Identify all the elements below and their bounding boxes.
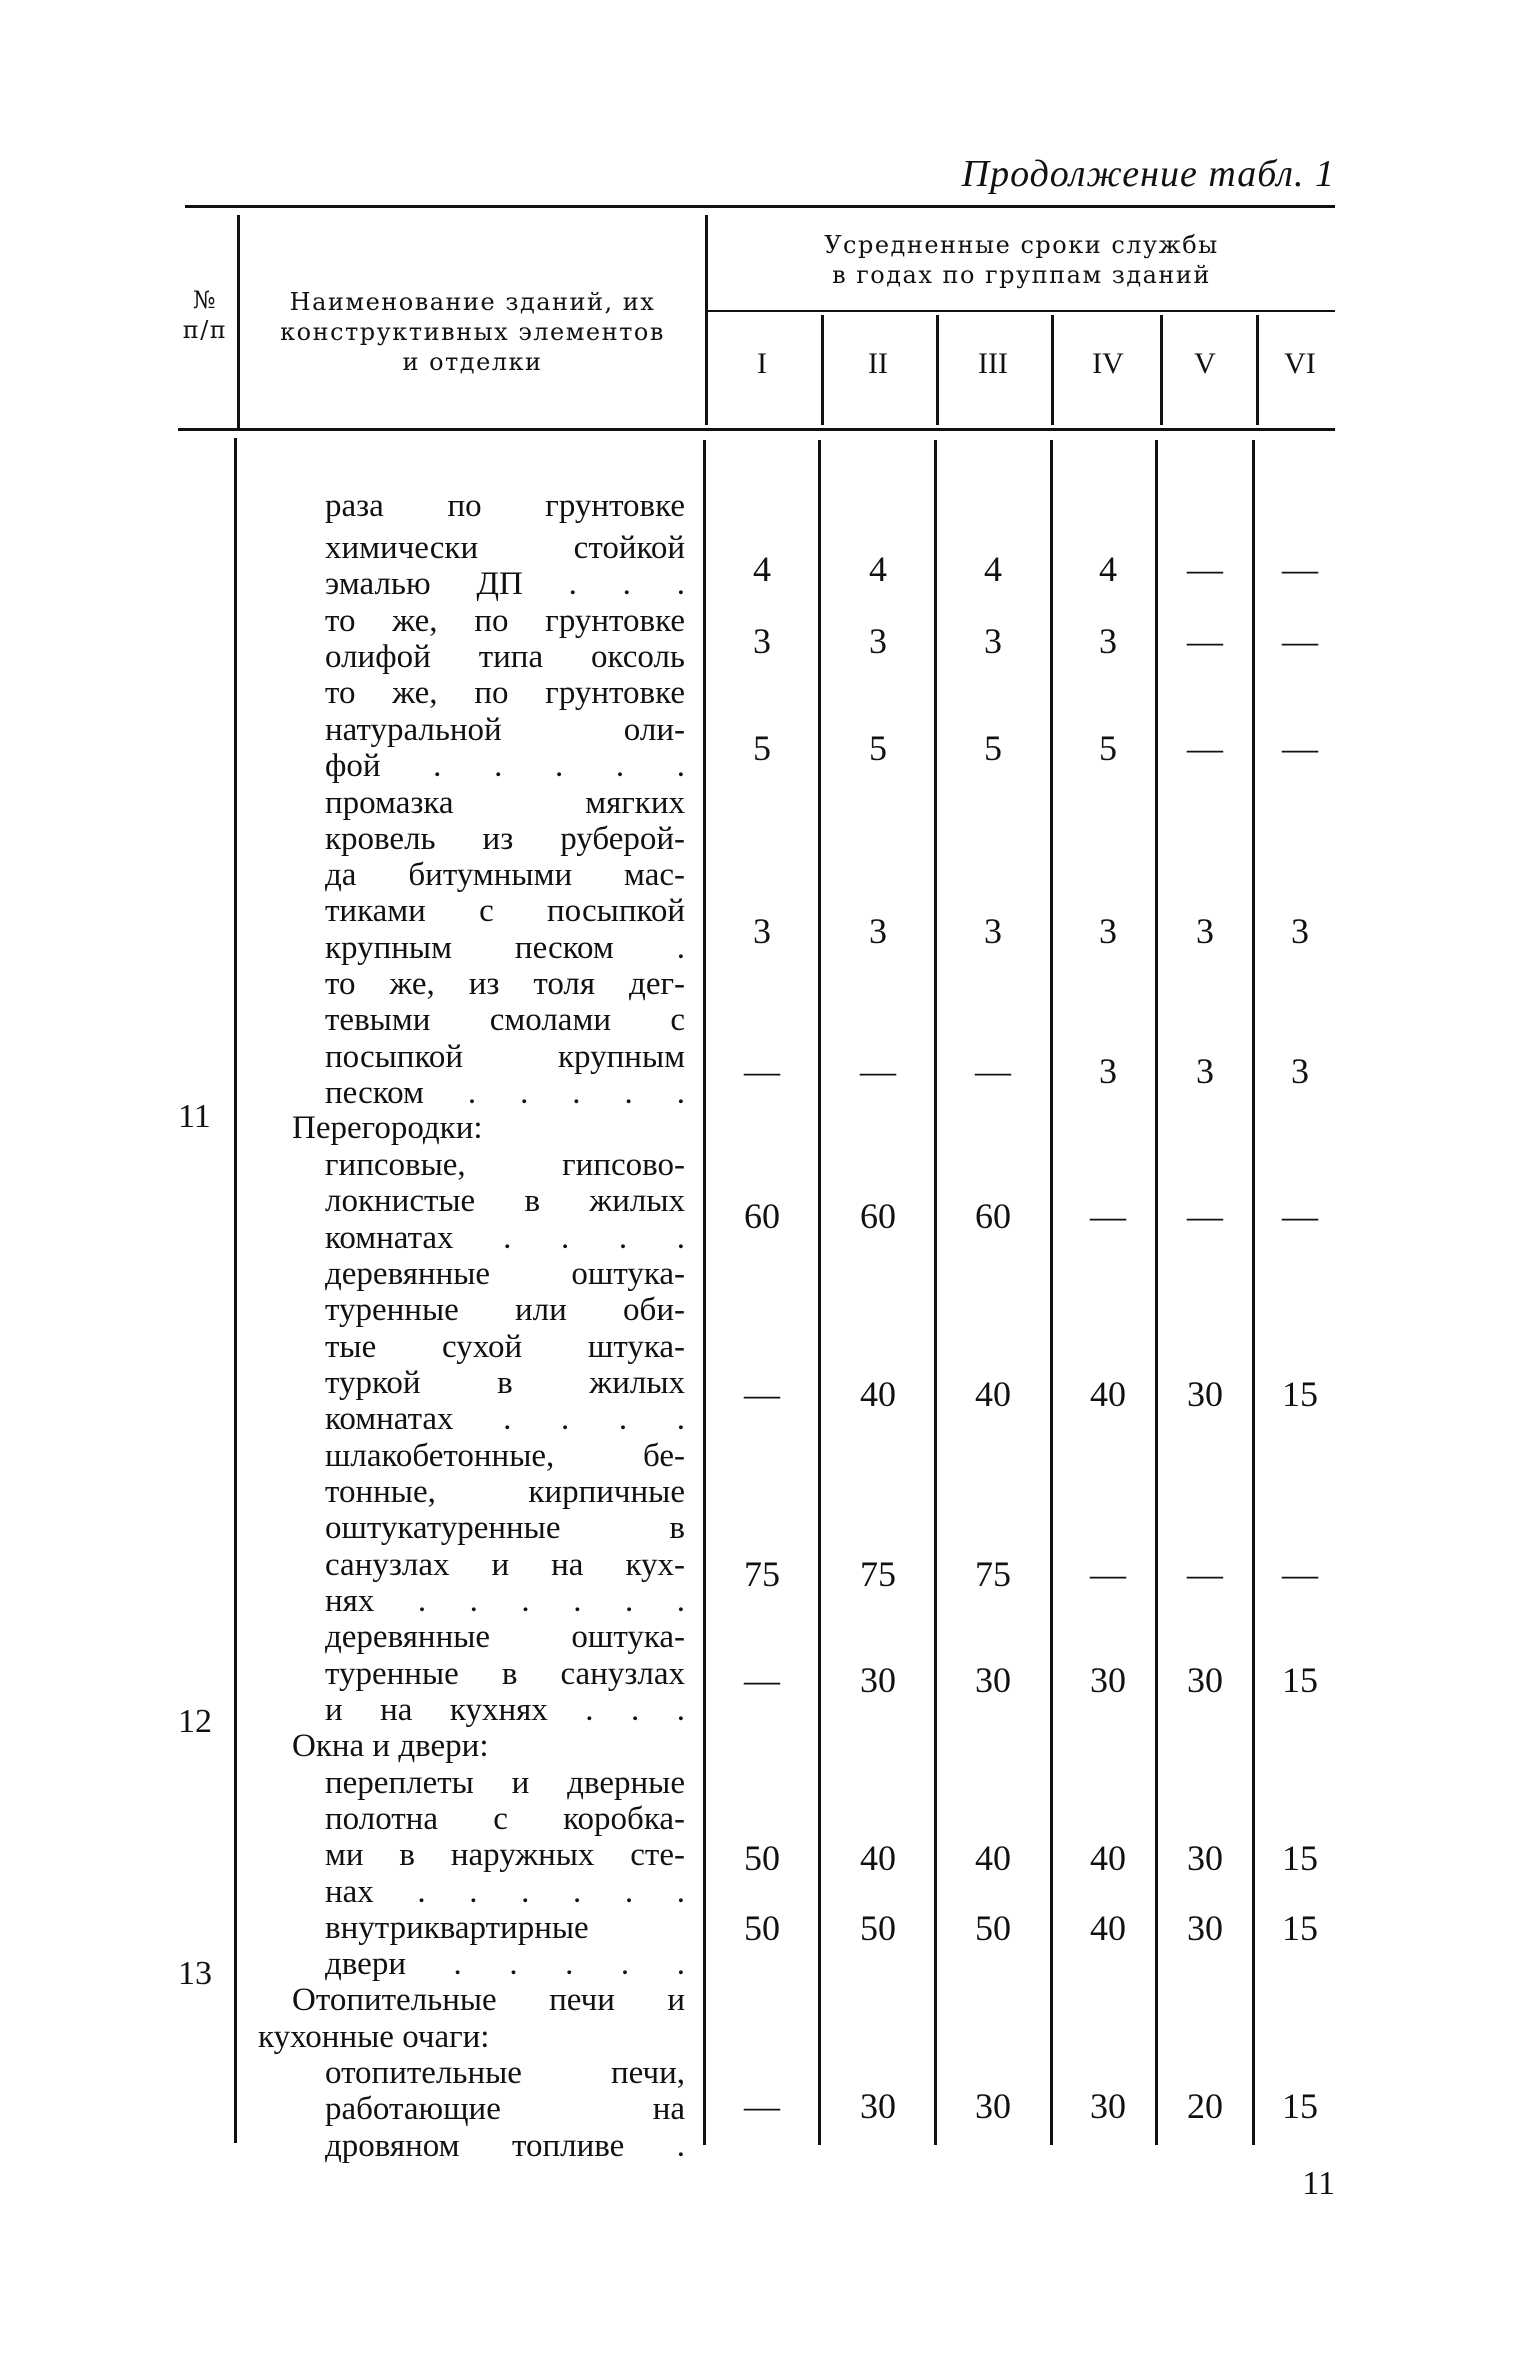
value-cell: 3 [1291, 911, 1309, 951]
header-name-col: Наименование зданий, их конструктивных элементов и отделки [280, 288, 665, 376]
value-cell: — [1282, 1196, 1318, 1236]
header-num-col: № п/п [182, 286, 228, 344]
desc-line: то же, из толя дег- [325, 966, 685, 1002]
value-cell: 40 [1090, 1374, 1126, 1414]
value-cell: 30 [1090, 2086, 1126, 2126]
desc-line: фой . . . . . [325, 748, 685, 784]
value-cell: 3 [1099, 621, 1117, 661]
value-cell: 40 [860, 1374, 896, 1414]
value-cell: — [1187, 1554, 1223, 1594]
desc-line: Окна и двери: [292, 1728, 489, 1764]
col-rule-g4-body [1155, 440, 1158, 2145]
header-group-1: I [757, 347, 767, 380]
desc-line: комнатах . . . . [325, 1401, 685, 1437]
desc-line: да битумными мас- [325, 857, 685, 893]
row-number: 11 [178, 1098, 211, 1135]
value-cell: 4 [753, 549, 771, 589]
value-cell: 30 [1187, 1838, 1223, 1878]
col-rule-num [237, 215, 240, 430]
value-cell: — [1282, 549, 1318, 589]
page-number: 11 [1302, 2165, 1335, 2202]
row-number: 12 [178, 1703, 212, 1740]
value-cell: 50 [975, 1908, 1011, 1948]
value-cell: 75 [744, 1554, 780, 1594]
desc-line: работающие на [325, 2091, 685, 2127]
value-cell: 50 [744, 1908, 780, 1948]
value-cell: 4 [984, 549, 1002, 589]
header-group-4: IV [1092, 347, 1124, 380]
desc-line: посыпкой крупным [325, 1039, 685, 1075]
header-service-life: Усредненные сроки службы в годах по группам зданий [824, 231, 1219, 289]
value-cell: 40 [860, 1838, 896, 1878]
desc-line: туркой в жилых [325, 1365, 685, 1401]
col-rule-g2-body [934, 440, 937, 2145]
value-cell: 60 [975, 1196, 1011, 1236]
desc-line: отопительные печи, [325, 2055, 685, 2091]
header-group-6: VI [1284, 347, 1316, 380]
value-cell: 40 [975, 1838, 1011, 1878]
col-rule-g5-body [1252, 440, 1255, 2145]
value-cell: 40 [1090, 1908, 1126, 1948]
col-rule-g2 [936, 315, 939, 425]
desc-line: песком . . . . . [325, 1075, 685, 1111]
desc-line: санузлах и на кух- [325, 1547, 685, 1583]
table-caption: Продолжение табл. 1 [961, 153, 1335, 195]
value-cell: 30 [1187, 1374, 1223, 1414]
value-cell: 20 [1187, 2086, 1223, 2126]
value-cell: — [975, 1051, 1011, 1091]
value-cell: 15 [1282, 1660, 1318, 1700]
value-cell: — [744, 1374, 780, 1414]
value-cell: 30 [1187, 1908, 1223, 1948]
desc-line: переплеты и дверные [325, 1765, 685, 1801]
value-cell: 60 [860, 1196, 896, 1236]
value-cell: 3 [1196, 911, 1214, 951]
desc-line: полотна с коробка- [325, 1801, 685, 1837]
value-cell: — [1282, 621, 1318, 661]
value-cell: 50 [744, 1838, 780, 1878]
value-cell: 60 [744, 1196, 780, 1236]
desc-line: химически стойкой [325, 530, 685, 566]
value-cell: — [1187, 728, 1223, 768]
desc-line: шлакобетонные, бе- [325, 1438, 685, 1474]
desc-line: гипсовые, гипсово- [325, 1147, 685, 1183]
value-cell: 4 [869, 549, 887, 589]
value-cell: 30 [1187, 1660, 1223, 1700]
value-cell: — [860, 1051, 896, 1091]
value-cell: 3 [1099, 911, 1117, 951]
desc-line: дровяном топливе . [325, 2128, 685, 2164]
value-cell: 15 [1282, 2086, 1318, 2126]
value-cell: 30 [975, 2086, 1011, 2126]
col-rule-g3 [1051, 315, 1054, 425]
value-cell: — [744, 2086, 780, 2126]
value-cell: — [1282, 1554, 1318, 1594]
desc-line: крупным песком . [325, 930, 685, 966]
value-cell: — [1187, 621, 1223, 661]
desc-line: эмалью ДП . . . [325, 566, 685, 602]
header-group-2: II [868, 347, 888, 380]
desc-line: деревянные оштука- [325, 1619, 685, 1655]
col-rule-name-body [703, 440, 706, 2145]
desc-line: тевыми смолами с [325, 1002, 685, 1038]
desc-line: промазка мягких [325, 785, 685, 821]
value-cell: 3 [1196, 1051, 1214, 1091]
table-top-rule [185, 205, 1335, 208]
header-bottom-rule [178, 428, 1335, 431]
desc-line: тонные, кирпичные [325, 1474, 685, 1510]
col-rule-g3-body [1050, 440, 1053, 2145]
value-cell: — [1090, 1554, 1126, 1594]
desc-line: комнатах . . . . [325, 1220, 685, 1256]
header-group-3: III [978, 347, 1008, 380]
col-rule-num-body [234, 438, 237, 2143]
value-cell: — [1282, 728, 1318, 768]
desc-line: тые сухой штука- [325, 1329, 685, 1365]
value-cell: 40 [975, 1374, 1011, 1414]
desc-line: Перегородки: [292, 1110, 483, 1146]
value-cell: — [1090, 1196, 1126, 1236]
desc-line: туренные в санузлах [325, 1656, 685, 1692]
desc-line: нах . . . . . . [325, 1874, 685, 1910]
value-cell: 15 [1282, 1838, 1318, 1878]
value-cell: 30 [975, 1660, 1011, 1700]
desc-line: то же, по грунтовке [325, 675, 685, 711]
desc-line: оштукатуренные в [325, 1510, 685, 1546]
desc-line: натуральной оли- [325, 712, 685, 748]
row-number: 13 [178, 1955, 212, 1992]
value-cell: 5 [984, 728, 1002, 768]
value-cell: 3 [869, 621, 887, 661]
value-cell: — [1187, 549, 1223, 589]
value-cell: 50 [860, 1908, 896, 1948]
desc-line: и на кухнях . . . [325, 1692, 685, 1728]
col-rule-g1 [821, 315, 824, 425]
value-cell: 3 [753, 911, 771, 951]
value-cell: 5 [869, 728, 887, 768]
header-group-5: V [1194, 347, 1216, 380]
desc-line: двери . . . . . [325, 1946, 685, 1982]
desc-line: нях . . . . . . [325, 1583, 685, 1619]
value-cell: 30 [1090, 1660, 1126, 1700]
value-cell: 3 [984, 621, 1002, 661]
value-cell: 75 [860, 1554, 896, 1594]
desc-line: тиками с посыпкой [325, 893, 685, 929]
desc-line: кровель из руберой- [325, 821, 685, 857]
value-cell: 75 [975, 1554, 1011, 1594]
value-cell: 3 [984, 911, 1002, 951]
value-cell: — [744, 1660, 780, 1700]
desc-line: туренные или оби- [325, 1292, 685, 1328]
value-cell: 40 [1090, 1838, 1126, 1878]
value-cell: 5 [753, 728, 771, 768]
value-cell: 15 [1282, 1908, 1318, 1948]
value-cell: 3 [1291, 1051, 1309, 1091]
value-cell: — [744, 1051, 780, 1091]
value-cell: 30 [860, 2086, 896, 2126]
desc-line: ми в наружных сте- [325, 1837, 685, 1873]
desc-line: Отопительные печи и [292, 1982, 685, 2018]
desc-line: локнистые в жилых [325, 1183, 685, 1219]
desc-line: олифой типа оксоль [325, 639, 685, 675]
value-cell: 15 [1282, 1374, 1318, 1414]
desc-line: то же, по грунтовке [325, 603, 685, 639]
desc-line: внутриквартирные [325, 1910, 589, 1946]
groups-divider-rule [708, 310, 1335, 312]
value-cell: 3 [869, 911, 887, 951]
value-cell: 3 [753, 621, 771, 661]
value-cell: 3 [1099, 1051, 1117, 1091]
desc-line: кухонные очаги: [258, 2019, 490, 2055]
value-cell: 4 [1099, 549, 1117, 589]
value-cell: — [1187, 1196, 1223, 1236]
value-cell: 30 [860, 1660, 896, 1700]
desc-line: деревянные оштука- [325, 1256, 685, 1292]
col-rule-g1-body [818, 440, 821, 2145]
desc-line: раза по грунтовке [325, 488, 685, 524]
value-cell: 5 [1099, 728, 1117, 768]
